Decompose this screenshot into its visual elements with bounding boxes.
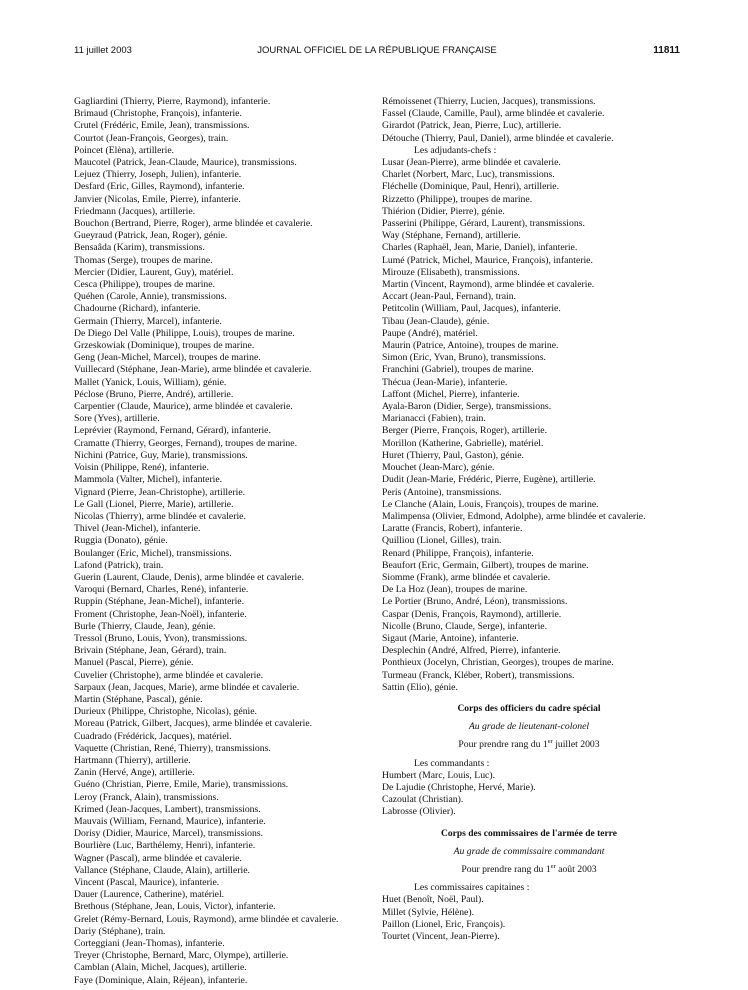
list-item: Cuadrado (Frédérick, Jacques), matériel. (74, 730, 232, 742)
list-item: Courtot (Jean-François, Georges), train. (74, 132, 229, 144)
commissaires-label: Les commissaires capitaines : (414, 882, 530, 894)
list-item: Boulanger (Eric, Michel), transmissions. (74, 547, 232, 559)
commissaires-list (382, 894, 676, 943)
list-item: Sarpaux (Jean, Jacques, Marie), arme blindée et cavalerie. (74, 681, 300, 693)
list-item: Ruppin (Stéphane, Jean-Michel), infanterie. (74, 596, 245, 608)
list-item: Sattin (Elio), génie. (382, 681, 458, 693)
list-item: Sigaut (Marie, Antoine), infanterie. (382, 632, 519, 644)
list-item: Dorisy (Didier, Maurice, Marcel), transmissions. (74, 828, 264, 840)
list-item: Mirouze (Elisabeth), transmissions. (382, 266, 520, 278)
list-item: Vuillecard (Stéphane, Jean-Marie), arme blindée et cavalerie. (74, 364, 312, 376)
list-item: Dariy (Stéphane), train. (74, 925, 166, 937)
list-item: Lusar (Jean-Pierre), arme blindée et cavalerie. (382, 157, 561, 169)
list-item: Humbert (Marc, Louis, Luc). (382, 769, 495, 781)
list-item: Leprévier (Raymond, Fernand, Gérard), infanterie. (74, 425, 271, 437)
list-item: Mallet (Yanick, Louis, William), génie. (74, 376, 227, 388)
list-item: Lejuez (Thierry, Joseph, Julien), infanterie. (74, 169, 242, 181)
list-item: Grzeskowiak (Dominique), troupes de marine. (74, 340, 255, 352)
list-item: Dudit (Jean-Marie, Frédéric, Pierre, Eugène), artillerie. (382, 474, 596, 486)
list-item: Cramatte (Thierry, Georges, Fernand), troupes de marine. (74, 437, 298, 449)
list-item: Fléchelle (Dominique, Paul, Henri), artillerie. (382, 181, 560, 193)
list-item: Huret (Thierry, Paul, Gaston), génie. (382, 449, 524, 461)
list-item: Dauer (Laurence, Catherine), matériel. (74, 889, 225, 901)
list-item: Nichini (Patrice, Guy, Marie), transmissions. (74, 449, 248, 461)
list-item: Desfard (Eric, Gilles, Raymond), infanterie. (74, 181, 245, 193)
list-item: Malimpensa (Olivier, Edmond, Adolphe), arme blindée et cavalerie. (382, 510, 646, 522)
list-item: Vincent (Pascal, Maurice), infanterie. (74, 877, 220, 888)
list-item: Carpentier (Claude, Maurice), arme blindée et cavalerie. (74, 401, 293, 413)
list-item: Ayala-Baron (Didier, Serge), transmissions. (382, 401, 552, 413)
list-item: Charlet (Norbert, Marc, Luc), transmissions. (382, 169, 555, 181)
list-item: Way (Stéphane, Fernand), artillerie. (382, 230, 521, 242)
journal-title: JOURNAL OFFICIEL DE LA RÉPUBLIQUE FRANÇAISE (257, 45, 497, 56)
list-item: Cazoulat (Christian). (382, 794, 464, 806)
list-item: Mercier (Didier, Laurent, Guy), matériel. (74, 266, 234, 278)
list-item: Beaufort (Eric, Germain, Gilbert), troupes de marine. (382, 559, 589, 571)
list-item: Wagner (Pascal), arme blindée et cavalerie. (74, 852, 242, 864)
list-item: Mouchet (Jean-Marc), génie. (382, 462, 495, 474)
list-item: Rizzetto (Philippe), troupes de marine. (382, 193, 533, 205)
list-item: Charles (Raphaël, Jean, Marie, Daniel), infanterie. (382, 242, 578, 254)
list-item: Labrosse (Olivier). (382, 806, 456, 818)
list-item: Laratte (Francis, Robert), infanterie. (382, 523, 523, 535)
list-item: Laffont (Michel, Pierre), infanterie. (382, 388, 520, 400)
list-item: Quilliou (Lionel, Gilles), train. (382, 535, 502, 547)
section-title-cadre-special: Corps des officiers du cadre spécial (457, 703, 601, 714)
commandants-label: Les commandants : (414, 757, 490, 769)
grade-commissaire-commandant: Au grade de commissaire commandant (453, 845, 605, 857)
list-item: Hartmann (Thierry), artillerie. (74, 754, 191, 766)
list-item: Manuel (Pascal, Pierre), génie. (74, 657, 194, 669)
list-item: Franchini (Gabriel), troupes de marine. (382, 364, 534, 376)
right-column (382, 96, 676, 943)
list-item: Turmeau (Franck, Kléber, Robert), transmissions. (382, 669, 575, 681)
list-item: Bouchon (Bertrand, Pierre, Roger), arme blindée et cavalerie. (74, 218, 313, 230)
list-item: Vaquette (Christian, René, Thierry), transmissions. (74, 742, 271, 754)
list-item: Crutel (Frédéric, Emile, Jean), transmissions. (74, 120, 250, 132)
list-item: Guéno (Christian, Pierre, Emile, Marie), transmissions. (74, 779, 289, 791)
list-item: Zanin (Hervé, Ange), artillerie. (74, 767, 195, 779)
list-item: Vignard (Pierre, Jean-Christophe), artillerie. (74, 486, 246, 498)
list-item: Thécua (Jean-Marie), infanterie. (382, 376, 508, 388)
list-item: De La Hoz (Jean), troupes de marine. (382, 584, 528, 596)
list-item: Quéhen (Carole, Annie), transmissions. (74, 291, 227, 303)
list-item: Martin (Vincent, Raymond), arme blindée et cavalerie. (382, 279, 595, 291)
list-item: Maurin (Patrice, Antoine), troupes de marine. (382, 340, 559, 352)
list-item: Paupe (André), matériel. (382, 327, 478, 339)
list-item: Desplechin (André, Alfred, Pierre), infanterie. (382, 645, 561, 657)
list-item: Renard (Philippe, François), infanterie. (382, 547, 534, 559)
section-title-commissaires: Corps des commissaires de l'armée de terre (441, 828, 617, 839)
list-item: Friedmann (Jacques), artillerie. (74, 205, 196, 217)
list-item: Gueyraud (Patrick, Jean, Roger), génie. (74, 230, 228, 242)
list-item: Guerin (Laurent, Claude, Denis), arme blindée et cavalerie. (74, 571, 304, 583)
rang-date-1: Pour prendre rang du 1er juillet 2003 (458, 738, 600, 751)
list-item: Cesca (Philippe), troupes de marine. (74, 279, 215, 291)
list-item: Morillon (Katherine, Gabrielle), matériel. (382, 437, 544, 449)
list-item: Fassel (Claude, Camille, Paul), arme blindée et cavalerie. (382, 108, 605, 120)
list-item: Moreau (Patrick, Gilbert, Jacques), arme blindée et cavalerie. (74, 718, 313, 730)
page-header (74, 45, 680, 59)
list-item: Marianacci (Fabien), train. (382, 413, 486, 425)
list-item: Passerini (Philippe, Gérard, Laurent), transmissions. (382, 218, 585, 230)
list-item: Ruggia (Donato), génie. (74, 535, 168, 547)
list-item: Le Gall (Lionel, Pierre, Marie), artillerie. (74, 498, 234, 510)
list-item: Bourlière (Luc, Barthélemy, Henri), infanterie. (74, 840, 256, 852)
list-item: Treyer (Christophe, Bernard, Marc, Olympe), artillerie. (74, 950, 289, 962)
header-date: 11 juillet 2003 (74, 45, 132, 56)
list-item: Détouche (Thierry, Paul, Daniel), arme blindée et cavalerie. (382, 132, 614, 144)
list-item: Cuvelier (Christophe), arme blindée et cavalerie. (74, 669, 264, 681)
list-item: Thivel (Jean-Michel), infanterie. (74, 523, 201, 535)
list-item: Petitcolin (William, Paul, Jacques), infanterie. (382, 303, 561, 315)
list-item: Ponthieux (Jocelyn, Christian, Georges), troupes de marine. (382, 657, 614, 669)
grade-lieutenant-colonel: Au grade de lieutenant-colonel (468, 721, 590, 733)
list-item: Brimaud (Christophe, François), infanterie. (74, 108, 242, 120)
list-item: Martin (Stéphane, Pascal), génie. (74, 693, 203, 705)
right-top-list (382, 96, 676, 145)
list-item: Durieux (Philippe, Christophe, Nicolas), génie. (74, 706, 257, 718)
list-item: Camblan (Alain, Michel, Jacques), artillerie. (74, 962, 247, 974)
list-item: Millet (Sylvie, Hélène). (382, 906, 475, 918)
list-item: Chadourne (Richard), infanterie. (74, 303, 201, 315)
list-item: Mammola (Valter, Michel), infanterie. (74, 474, 223, 486)
list-item: Geng (Jean-Michel, Marcel), troupes de marine. (74, 352, 261, 364)
list-item: Janvier (Nicolas, Emile, Pierre), infanterie. (74, 193, 241, 205)
list-item: Maucotel (Patrick, Jean-Claude, Maurice), transmissions. (74, 157, 297, 169)
list-item: De Lajudie (Christophe, Hervé, Marie). (382, 781, 536, 793)
list-item: Rémoissenet (Thierry, Lucien, Jacques), transmissions. (382, 96, 596, 107)
list-item: Mauvais (William, Fernand, Maurice), infanterie. (74, 815, 266, 827)
page-number: 11811 (653, 45, 680, 56)
list-item: Voisin (Philippe, René), infanterie. (74, 462, 209, 474)
list-item: Froment (Christophe, Jean-Noël), infanterie. (74, 608, 247, 620)
list-item: Germain (Thierry, Marcel), infanterie. (74, 315, 222, 327)
list-item: Berger (Pierre, François, Roger), artillerie. (382, 425, 547, 437)
left-column (74, 96, 368, 987)
list-item: Sore (Yves), artillerie. (74, 413, 160, 425)
list-item: Brivain (Stéphane, Jean, Gérard), train. (74, 645, 227, 657)
list-item: Burle (Thierry, Claude, Jean), génie. (74, 620, 216, 632)
list-item: Nicolle (Bruno, Claude, Serge), infanterie. (382, 620, 547, 632)
list-item: De Diego Del Valle (Philippe, Louis), troupes de marine. (74, 327, 295, 339)
list-item: Siomme (Frank), arme blindée et cavalerie. (382, 571, 551, 583)
list-item: Poincet (Elèna), artillerie. (74, 144, 175, 156)
list-item: Thiérion (Didier, Pierre), génie. (382, 205, 505, 217)
list-item: Le Clanche (Alain, Louis, François), troupes de marine. (382, 498, 599, 510)
list-item: Corteggiani (Jean-Thomas), infanterie. (74, 938, 225, 950)
list-item: Paillon (Lionel, Eric, François). (382, 918, 506, 930)
list-item: Nicolas (Thierry), arme blindée et cavalerie. (74, 510, 246, 522)
list-item: Peris (Antoine), transmissions. (382, 486, 502, 498)
list-item: Péclose (Bruno, Pierre, André), artillerie. (74, 388, 234, 400)
list-item: Thomas (Serge), troupes de marine. (74, 254, 213, 266)
list-item: Girardot (Patrick, Jean, Pierre, Luc), artillerie. (382, 120, 562, 132)
list-item: Caspar (Denis, François, Raymond), artillerie. (382, 608, 562, 620)
list-item: Faye (Dominique, Alain, Réjean), infanterie. (74, 974, 248, 986)
list-item: Lafond (Patrick), train. (74, 559, 164, 571)
list-item: Tourtet (Vincent, Jean-Pierre). (382, 931, 500, 942)
list-item: Tibau (Jean-Claude), génie. (382, 315, 490, 327)
list-item: Simon (Eric, Yvan, Bruno), transmissions. (382, 352, 546, 364)
list-item: Leroy (Franck, Alain), transmissions. (74, 791, 219, 803)
list-item: Tressol (Bruno, Louis, Yvon), transmissions. (74, 632, 248, 644)
list-item: Lumé (Patrick, Michel, Maurice, François), infanterie. (382, 254, 593, 266)
list-item: Accart (Jean-Paul, Fernand), train. (382, 291, 516, 303)
list-item: Brethous (Stéphane, Jean, Louis, Victor), infanterie. (74, 901, 276, 913)
list-item: Krimed (Jean-Jacques, Lambert), transmissions. (74, 803, 261, 815)
adjudants-list (382, 157, 676, 694)
rang-date-2: Pour prendre rang du 1er août 2003 (461, 862, 597, 875)
adjudants-label: Les adjudants-chefs : (414, 144, 497, 156)
list-item: Bensaâda (Karim), transmissions. (74, 242, 205, 254)
list-item: Vallance (Stéphane, Claude, Alain), artillerie. (74, 864, 250, 876)
list-item: Le Portier (Bruno, André, Léon), transmissions. (382, 596, 568, 608)
list-item: Grelet (Rémy-Bernard, Louis, Raymond), arme blindée et cavalerie. (74, 913, 339, 925)
list-item: Huet (Benoît, Noël, Paul). (382, 894, 484, 906)
commandants-list (382, 770, 676, 819)
list-item: Varoqui (Bernard, Charles, René), infanterie. (74, 584, 249, 596)
list-item: Gagliardini (Thierry, Pierre, Raymond), infanterie. (74, 96, 271, 107)
